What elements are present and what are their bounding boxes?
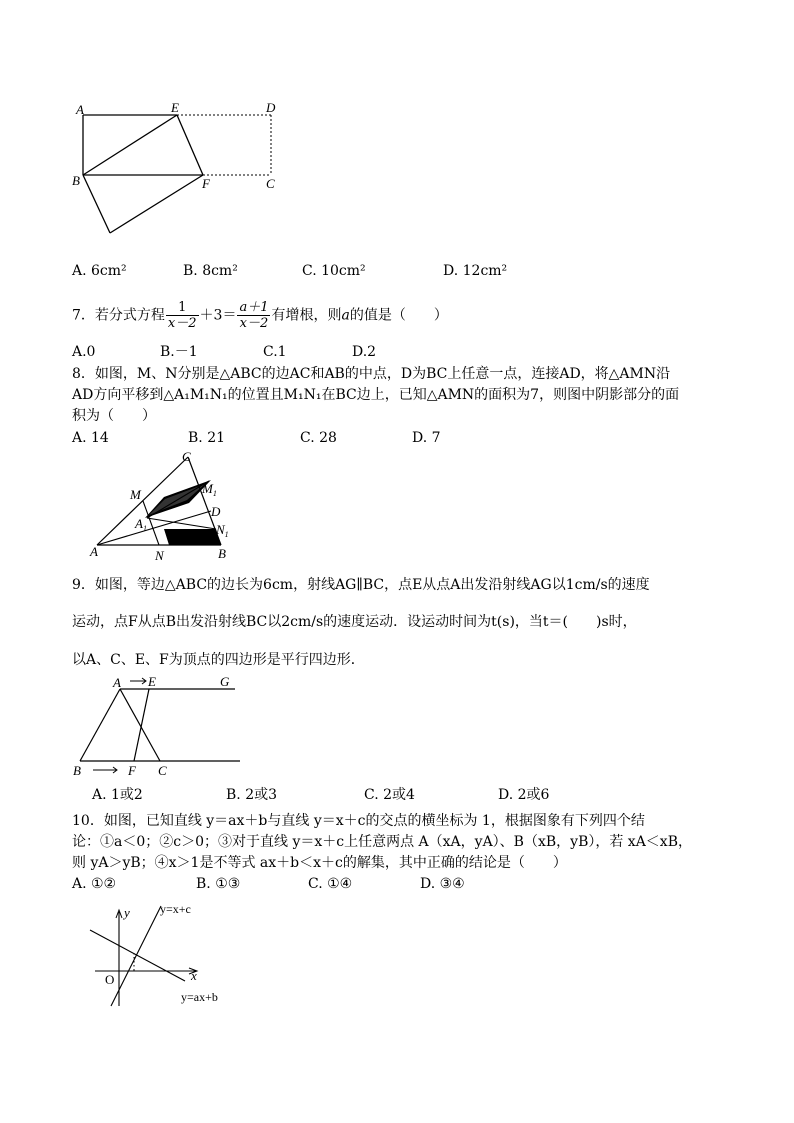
q8-option-b[interactable]: B. 21 [188,430,226,446]
q6-option-b[interactable]: B. 8cm² [183,263,238,279]
q9-option-d[interactable]: D. 2或6 [498,787,550,803]
q8-line-2: AD方向平移到△A₁M₁N₁的位置且M₁N₁在BC边上，已知△AMN的面积为7，则图中阴影部分的面 [72,387,680,403]
q8-label-M1: $M_1$ [202,481,217,498]
q8-option-d[interactable]: D. 7 [412,430,441,446]
q6-option-c[interactable]: C. 10cm² [302,263,366,279]
q6-label-E: E [171,100,179,115]
q10-option-b[interactable]: B. ①③ [196,876,241,892]
q10-line-2: 论：①a＜0；②c＞0；③对于直线 y＝x＋c上任意两点 A（xA，yA）、B（xB，yB），若 xA＜xB， [72,834,692,850]
q8-line-3: 积为（ ） [72,408,156,424]
q6-figure [60,95,300,240]
q6-label-A: A [76,102,84,117]
q6-option-a[interactable]: A. 6cm² [72,263,127,279]
q7-fraction-1: $\frac{1}{x-2}$ [167,300,197,331]
q6-label-D: D [266,100,276,115]
q10-label-y: y [124,905,130,920]
q10-option-a[interactable]: A. ①② [72,876,117,892]
q9-label-F: F [128,763,136,778]
q9-figure [70,672,250,782]
q10-label-line1: y=x+c [160,902,191,916]
q9-option-a[interactable]: A. 1或2 [92,787,143,803]
q7-option-a[interactable]: A.0 [72,344,96,360]
q7-mid: ＋3＝ [199,307,237,324]
q8-label-N: N [155,548,164,563]
q8-line-1: 8．如图，M、N分别是△ABC的边AC和AB的中点，D为BC上任意一点，连接AD，将△AMN沿 [72,366,671,382]
q7-option-b[interactable]: B.－1 [160,344,198,360]
q7-lead: 7．若分式方程 [72,307,165,324]
q9-label-C: C [158,763,167,778]
q6-option-d[interactable]: D. 12cm² [443,263,508,279]
q9-label-A: A [113,675,121,690]
q10-option-c[interactable]: C. ①④ [308,876,353,892]
q9-label-E: E [148,674,156,689]
q9-option-c[interactable]: C. 2或4 [364,787,415,803]
q9-label-G: G [220,674,230,689]
q10-label-x: x [191,968,197,983]
q6-label-F: F [202,176,210,191]
q9-line-2: 运动，点F从点B出发沿射线BC以2cm/s的速度运动．设运动时间为t(s)，当t＝( )s时， [72,614,637,630]
q10-label-line2: y=ax+b [181,990,218,1004]
q6-label-C: C [266,176,275,191]
q6-label-B: B [72,173,80,188]
q8-label-B: B [218,546,226,561]
q8-label-N1: $N_1$ [216,522,229,539]
q7-fraction-2: $\frac{a+1}{x-2}$ [239,300,269,331]
q10-line-1: 10．如图，已知直线 y＝ax＋b与直线 y＝x＋c的交点的横坐标为 1，根据图象有下列四个结 [72,813,645,829]
q10-option-d[interactable]: D. ③④ [420,876,465,892]
q8-figure [85,448,245,563]
q8-label-D: D [211,504,221,519]
q8-option-a[interactable]: A. 14 [72,430,109,446]
q8-label-A: A [90,544,98,559]
q9-option-b[interactable]: B. 2或3 [226,787,278,803]
q8-label-C: C [182,449,191,464]
q10-figure [85,898,245,1010]
q10-line-3: 则 yA＞yB；④x＞1是不等式 ax＋b＜x＋c的解集，其中正确的结论是（ ） [72,855,567,871]
q7-question: 7．若分式方程 $\frac{1}{x-2}$ ＋3＝ $\frac{a+1}{x-2}$ 有增根，则a的值是（ ） [72,300,448,331]
q8-label-A1: $A_1$ [135,516,147,533]
q7-option-c[interactable]: C.1 [263,344,287,360]
q8-option-c[interactable]: C. 28 [300,430,337,446]
q9-line-1: 9．如图，等边△ABC的边长为6cm，射线AG∥BC，点E从点A出发沿射线AG以1cm/s的速度 [72,577,650,593]
q9-line-3: 以A、C、E、F为顶点的四边形是平行四边形． [72,652,365,668]
q9-label-B: B [73,763,81,778]
q8-label-M: M [130,487,141,502]
q7-option-d[interactable]: D.2 [352,344,377,360]
q10-label-O: O [105,972,115,987]
